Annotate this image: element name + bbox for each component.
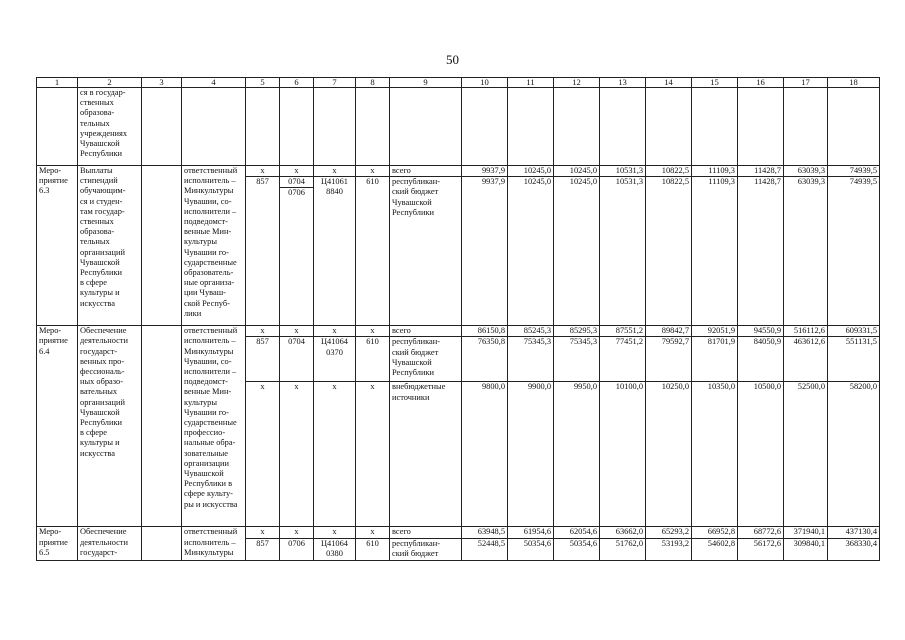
funding-source-line: всего bbox=[392, 527, 411, 537]
event-number-line: Меро- bbox=[39, 166, 62, 175]
grbs-code: 857 bbox=[246, 177, 280, 326]
executor-line: ции Чуваш- bbox=[184, 288, 226, 298]
target-article-line: 0370 bbox=[326, 347, 343, 357]
executor bbox=[182, 326, 246, 527]
section-code-line: x bbox=[294, 382, 299, 392]
executor-line: венные Мин- bbox=[184, 227, 232, 237]
grbs-code: x bbox=[246, 382, 280, 527]
target-article-line: x bbox=[332, 382, 337, 392]
column-number-12: 12 bbox=[554, 78, 600, 88]
event-description-line: искусства bbox=[80, 298, 115, 308]
amount-year-1: 9937,9 bbox=[462, 177, 508, 326]
executor bbox=[182, 166, 246, 326]
target-article-code bbox=[314, 527, 356, 538]
event-description-line: деятельности bbox=[80, 537, 128, 547]
funding-source-line: источники bbox=[392, 392, 430, 402]
executor-line: Минкультуры bbox=[184, 547, 234, 557]
amount-year-8: 463612,6 bbox=[784, 337, 828, 382]
executor-line: венные Мин- bbox=[184, 387, 232, 397]
amount-year-9: 551131,5 bbox=[828, 337, 880, 382]
target-article-line: Ц41061 bbox=[321, 177, 348, 187]
column-number-17: 17 bbox=[784, 78, 828, 88]
funding-source bbox=[390, 382, 462, 527]
event-number bbox=[37, 166, 78, 326]
cell-col-4 bbox=[182, 88, 246, 166]
amount-year-4: 10531,3 bbox=[600, 166, 646, 177]
event-description bbox=[78, 326, 142, 527]
budget-row bbox=[37, 166, 880, 177]
page-number: 50 bbox=[446, 52, 459, 67]
amount-year-2: 75345,3 bbox=[508, 337, 554, 382]
event-description-line: Республики bbox=[80, 418, 123, 428]
cell-col-7 bbox=[314, 88, 356, 166]
event-description-line: учреждениях bbox=[80, 128, 128, 138]
event-description-line: Чувашской bbox=[80, 257, 120, 267]
event-description-line: культуры и bbox=[80, 288, 120, 298]
amount-year-6: 11109,3 bbox=[692, 166, 738, 177]
target-article-line: x bbox=[332, 166, 337, 175]
section-code bbox=[280, 538, 314, 560]
section-code bbox=[280, 527, 314, 538]
amount-year-1: 9800,0 bbox=[462, 382, 508, 527]
event-description-line: венных про- bbox=[80, 356, 125, 366]
amount-year-5: 89842,7 bbox=[646, 326, 692, 337]
cell-col-5 bbox=[246, 88, 280, 166]
executor-line: сфере культу- bbox=[184, 489, 233, 499]
amount-year-9: 609331,5 bbox=[828, 326, 880, 337]
cell-col-9 bbox=[390, 88, 462, 166]
target-indicator-cell bbox=[142, 166, 182, 326]
funding-source bbox=[390, 527, 462, 538]
cell-col-11 bbox=[508, 88, 554, 166]
target-article-line: Ц41064 bbox=[321, 337, 348, 347]
amount-year-5: 10250,0 bbox=[646, 382, 692, 527]
executor-line: исполнитель – bbox=[184, 336, 236, 346]
event-description-line: в сфере bbox=[80, 278, 107, 288]
column-number-15: 15 bbox=[692, 78, 738, 88]
event-number-line: 6.3 bbox=[39, 186, 50, 196]
column-number-6: 6 bbox=[280, 78, 314, 88]
cell-col-14 bbox=[646, 88, 692, 166]
amount-year-8: 63039,3 bbox=[784, 166, 828, 177]
continuation-row bbox=[37, 88, 880, 166]
cell-col-17 bbox=[784, 88, 828, 166]
column-number-7: 7 bbox=[314, 78, 356, 88]
cell-col-2 bbox=[78, 88, 142, 166]
funding-source-line: всего bbox=[392, 326, 411, 336]
event-description-line: образова- bbox=[80, 227, 115, 237]
funding-source-line: Чувашской bbox=[392, 357, 432, 367]
event-description-line: Обеспечение bbox=[80, 326, 127, 336]
amount-year-4: 87551,2 bbox=[600, 326, 646, 337]
cell-col-3 bbox=[142, 88, 182, 166]
section-code-line: x bbox=[294, 527, 299, 537]
cell-col-16 bbox=[738, 88, 784, 166]
amount-year-3: 50354,6 bbox=[554, 538, 600, 560]
expense-type-code: 610 bbox=[356, 538, 390, 560]
executor-line: ской Респуб- bbox=[184, 298, 230, 308]
funding-source bbox=[390, 166, 462, 177]
executor-line: подведомст- bbox=[184, 377, 228, 387]
event-description-line: в сфере bbox=[80, 428, 107, 438]
amount-year-6: 66952,8 bbox=[692, 527, 738, 538]
amount-year-1: 76350,8 bbox=[462, 337, 508, 382]
funding-source-line: республикан- bbox=[392, 538, 441, 548]
cell-col-6 bbox=[280, 88, 314, 166]
event-description-line: Республики bbox=[80, 149, 123, 159]
event-description-line: обучающим- bbox=[80, 186, 126, 196]
amount-year-2: 10245,0 bbox=[508, 166, 554, 177]
section-code-line: 0704 bbox=[288, 337, 305, 347]
executor-line: сударственные bbox=[184, 257, 237, 267]
executor-line: профессио- bbox=[184, 428, 226, 438]
event-description-line: Чувашской bbox=[80, 139, 120, 149]
executor-line: исполнители – bbox=[184, 367, 237, 377]
executor-line: лики bbox=[184, 308, 202, 318]
section-code bbox=[280, 326, 314, 337]
executor-line: подведомст- bbox=[184, 217, 228, 227]
section-code-line: 0706 bbox=[288, 538, 305, 548]
event-number-line: приятие bbox=[39, 176, 68, 186]
event-number-line: приятие bbox=[39, 336, 68, 346]
funding-source-line: ский бюджет bbox=[392, 187, 439, 197]
executor-line: Чувашской bbox=[184, 469, 224, 479]
amount-year-6: 10350,0 bbox=[692, 382, 738, 527]
cell-col-15 bbox=[692, 88, 738, 166]
event-description-line: ся и студен- bbox=[80, 196, 123, 206]
event-description-line: фессиональ- bbox=[80, 367, 125, 377]
executor-line: образователь- bbox=[184, 268, 234, 278]
section-code-line: 0706 bbox=[280, 187, 313, 198]
executor-line: Республики в bbox=[184, 479, 233, 489]
amount-year-4: 10531,3 bbox=[600, 177, 646, 326]
funding-source-line: Республики bbox=[392, 207, 435, 217]
target-article-line: 8840 bbox=[326, 187, 343, 197]
event-description-line: вательных bbox=[80, 387, 118, 397]
amount-year-6: 54602,8 bbox=[692, 538, 738, 560]
amount-year-8: 516112,6 bbox=[784, 326, 828, 337]
executor-line: Чувашии, со- bbox=[184, 196, 232, 206]
amount-year-9: 437130,4 bbox=[828, 527, 880, 538]
amount-year-7: 11428,7 bbox=[738, 166, 784, 177]
column-number-10: 10 bbox=[462, 78, 508, 88]
amount-year-5: 53193,2 bbox=[646, 538, 692, 560]
section-code-line: x bbox=[294, 326, 299, 336]
amount-year-4: 77451,2 bbox=[600, 337, 646, 382]
amount-year-5: 10822,5 bbox=[646, 166, 692, 177]
grbs-code: x bbox=[246, 166, 280, 177]
event-description-line: Республики bbox=[80, 268, 123, 278]
amount-year-7: 94550,9 bbox=[738, 326, 784, 337]
column-number-14: 14 bbox=[646, 78, 692, 88]
amount-year-5: 65293,2 bbox=[646, 527, 692, 538]
budget-row bbox=[37, 527, 880, 538]
amount-year-3: 9950,0 bbox=[554, 382, 600, 527]
amount-year-5: 10822,5 bbox=[646, 177, 692, 326]
amount-year-4: 63662,0 bbox=[600, 527, 646, 538]
event-description-line: организаций bbox=[80, 247, 125, 257]
column-number-11: 11 bbox=[508, 78, 554, 88]
target-article-line: 0380 bbox=[326, 548, 343, 558]
event-description-line: искусства bbox=[80, 448, 115, 458]
funding-source-line: республикан- bbox=[392, 337, 441, 347]
section-code-line: x bbox=[294, 166, 299, 175]
budget-row bbox=[37, 326, 880, 337]
funding-source bbox=[390, 337, 462, 382]
event-description-line: образова- bbox=[80, 108, 115, 118]
executor-line: культуры bbox=[184, 397, 217, 407]
executor-line: исполнитель – bbox=[184, 537, 236, 547]
event-description-line: Выплаты bbox=[80, 166, 113, 175]
event-description bbox=[78, 527, 142, 560]
section-code bbox=[280, 337, 314, 382]
amount-year-2: 85245,3 bbox=[508, 326, 554, 337]
amount-year-6: 11109,3 bbox=[692, 177, 738, 326]
amount-year-7: 84050,9 bbox=[738, 337, 784, 382]
cell-col-12 bbox=[554, 88, 600, 166]
executor bbox=[182, 527, 246, 560]
executor-line: нальные обра- bbox=[184, 438, 236, 448]
column-number-2: 2 bbox=[78, 78, 142, 88]
target-indicator-cell bbox=[142, 326, 182, 527]
executor-line: ные организа- bbox=[184, 278, 235, 288]
event-description-line: тельных bbox=[80, 237, 110, 247]
amount-year-3: 10245,0 bbox=[554, 166, 600, 177]
amount-year-7: 11428,7 bbox=[738, 177, 784, 326]
event-description-line: тельных bbox=[80, 118, 110, 128]
expense-type-code: x bbox=[356, 527, 390, 538]
event-number-line: 6.5 bbox=[39, 547, 50, 557]
funding-source-line: ский бюджет bbox=[392, 347, 439, 357]
funding-source-line: внебюджетные bbox=[392, 382, 446, 392]
expense-type-code: 610 bbox=[356, 337, 390, 382]
section-code bbox=[280, 166, 314, 177]
amount-year-1: 86150,8 bbox=[462, 326, 508, 337]
amount-year-6: 81701,9 bbox=[692, 337, 738, 382]
executor-line: ры и искусства bbox=[184, 499, 238, 509]
expense-type-code: x bbox=[356, 382, 390, 527]
event-description-line: ственных bbox=[80, 217, 114, 227]
amount-year-3: 62054,6 bbox=[554, 527, 600, 538]
amount-year-2: 61954,6 bbox=[508, 527, 554, 538]
target-article-line: Ц41064 bbox=[321, 538, 348, 548]
event-description bbox=[78, 166, 142, 326]
grbs-code: x bbox=[246, 527, 280, 538]
funding-source-line: Чувашской bbox=[392, 197, 432, 207]
event-description-line: ных образо- bbox=[80, 377, 123, 387]
amount-year-3: 85295,3 bbox=[554, 326, 600, 337]
funding-source-line: ский бюджет bbox=[392, 548, 439, 558]
cell-col-1 bbox=[37, 88, 78, 166]
amount-year-5: 79592,7 bbox=[646, 337, 692, 382]
amount-year-2: 10245,0 bbox=[508, 177, 554, 326]
amount-year-8: 309840,1 bbox=[784, 538, 828, 560]
column-number-9: 9 bbox=[390, 78, 462, 88]
expense-type-code: x bbox=[356, 166, 390, 177]
column-number-4: 4 bbox=[182, 78, 246, 88]
event-number-line: Меро- bbox=[39, 326, 62, 336]
target-article-line: x bbox=[332, 527, 337, 537]
executor-line: ответственный bbox=[184, 326, 238, 336]
cell-col-10 bbox=[462, 88, 508, 166]
amount-year-4: 51762,0 bbox=[600, 538, 646, 560]
column-number-18: 18 bbox=[828, 78, 880, 88]
executor-line: Чувашии, со- bbox=[184, 356, 232, 366]
amount-year-3: 10245,0 bbox=[554, 177, 600, 326]
executor-line: исполнитель – bbox=[184, 176, 236, 186]
column-number-13: 13 bbox=[600, 78, 646, 88]
funding-source-line: республикан- bbox=[392, 177, 441, 187]
amount-year-9: 74939,5 bbox=[828, 177, 880, 326]
event-description-line: культуры и bbox=[80, 438, 120, 448]
amount-year-9: 368330,4 bbox=[828, 538, 880, 560]
amount-year-2: 50354,6 bbox=[508, 538, 554, 560]
event-description-line: деятельности bbox=[80, 336, 128, 346]
funding-source bbox=[390, 326, 462, 337]
cell-col-8 bbox=[356, 88, 390, 166]
event-number bbox=[37, 527, 78, 560]
executor-line: культуры bbox=[184, 237, 217, 247]
event-description-line: Обеспечение bbox=[80, 527, 127, 537]
section-code bbox=[280, 177, 314, 326]
event-description-line: стипендий bbox=[80, 176, 118, 186]
amount-year-7: 10500,0 bbox=[738, 382, 784, 527]
amount-year-1: 63948,5 bbox=[462, 527, 508, 538]
column-number-row bbox=[37, 78, 880, 88]
column-number-3: 3 bbox=[142, 78, 182, 88]
amount-year-7: 68772,6 bbox=[738, 527, 784, 538]
funding-source-line: Республики bbox=[392, 368, 435, 378]
event-number bbox=[37, 326, 78, 527]
amount-year-1: 52448,5 bbox=[462, 538, 508, 560]
amount-year-8: 63039,3 bbox=[784, 177, 828, 326]
amount-year-2: 9900,0 bbox=[508, 382, 554, 527]
executor-line: ответственный bbox=[184, 527, 238, 537]
executor-line: исполнители – bbox=[184, 206, 237, 216]
section-code bbox=[280, 382, 314, 527]
budget-table bbox=[36, 77, 880, 561]
amount-year-4: 10100,0 bbox=[600, 382, 646, 527]
target-article-code bbox=[314, 177, 356, 326]
column-number-16: 16 bbox=[738, 78, 784, 88]
executor-line: зовательные bbox=[184, 448, 228, 458]
event-description-line: Чувашской bbox=[80, 407, 120, 417]
cell-col-13 bbox=[600, 88, 646, 166]
column-number-1: 1 bbox=[37, 78, 78, 88]
amount-year-8: 52500,0 bbox=[784, 382, 828, 527]
grbs-code: x bbox=[246, 326, 280, 337]
executor-line: ответственный bbox=[184, 166, 238, 175]
funding-source bbox=[390, 538, 462, 560]
amount-year-9: 58200,0 bbox=[828, 382, 880, 527]
event-description-line: ственных bbox=[80, 98, 114, 108]
event-description-line: государст- bbox=[80, 547, 118, 557]
amount-year-8: 371940,1 bbox=[784, 527, 828, 538]
column-number-5: 5 bbox=[246, 78, 280, 88]
event-description-line: там государ- bbox=[80, 206, 125, 216]
column-number-8: 8 bbox=[356, 78, 390, 88]
expense-type-code: 610 bbox=[356, 177, 390, 326]
event-number-line: приятие bbox=[39, 537, 68, 547]
event-description-line: государст- bbox=[80, 346, 118, 356]
amount-year-1: 9937,9 bbox=[462, 166, 508, 177]
expense-type-code: x bbox=[356, 326, 390, 337]
executor-line: Чувашии го- bbox=[184, 247, 229, 257]
cell-col-18 bbox=[828, 88, 880, 166]
grbs-code: 857 bbox=[246, 337, 280, 382]
target-article-code bbox=[314, 538, 356, 560]
target-article-code bbox=[314, 326, 356, 337]
target-article-code bbox=[314, 166, 356, 177]
event-number-line: 6.4 bbox=[39, 346, 50, 356]
amount-year-7: 56172,6 bbox=[738, 538, 784, 560]
amount-year-3: 75345,3 bbox=[554, 337, 600, 382]
target-article-code bbox=[314, 382, 356, 527]
executor-line: Чувашии го- bbox=[184, 407, 229, 417]
executor-line: организации bbox=[184, 458, 229, 468]
grbs-code: 857 bbox=[246, 538, 280, 560]
section-code-line: 0704 bbox=[288, 177, 305, 187]
event-description-line: организаций bbox=[80, 397, 125, 407]
funding-source bbox=[390, 177, 462, 326]
event-number-line: Меро- bbox=[39, 527, 62, 537]
event-description-line: ся в государ- bbox=[80, 88, 126, 97]
target-indicator-cell bbox=[142, 527, 182, 560]
amount-year-6: 92051,9 bbox=[692, 326, 738, 337]
executor-line: Минкультуры bbox=[184, 346, 234, 356]
target-article-line: x bbox=[332, 326, 337, 336]
funding-source-line: всего bbox=[392, 166, 411, 175]
target-article-code bbox=[314, 337, 356, 382]
amount-year-9: 74939,5 bbox=[828, 166, 880, 177]
executor-line: сударственные bbox=[184, 418, 237, 428]
executor-line: Минкультуры bbox=[184, 186, 234, 196]
